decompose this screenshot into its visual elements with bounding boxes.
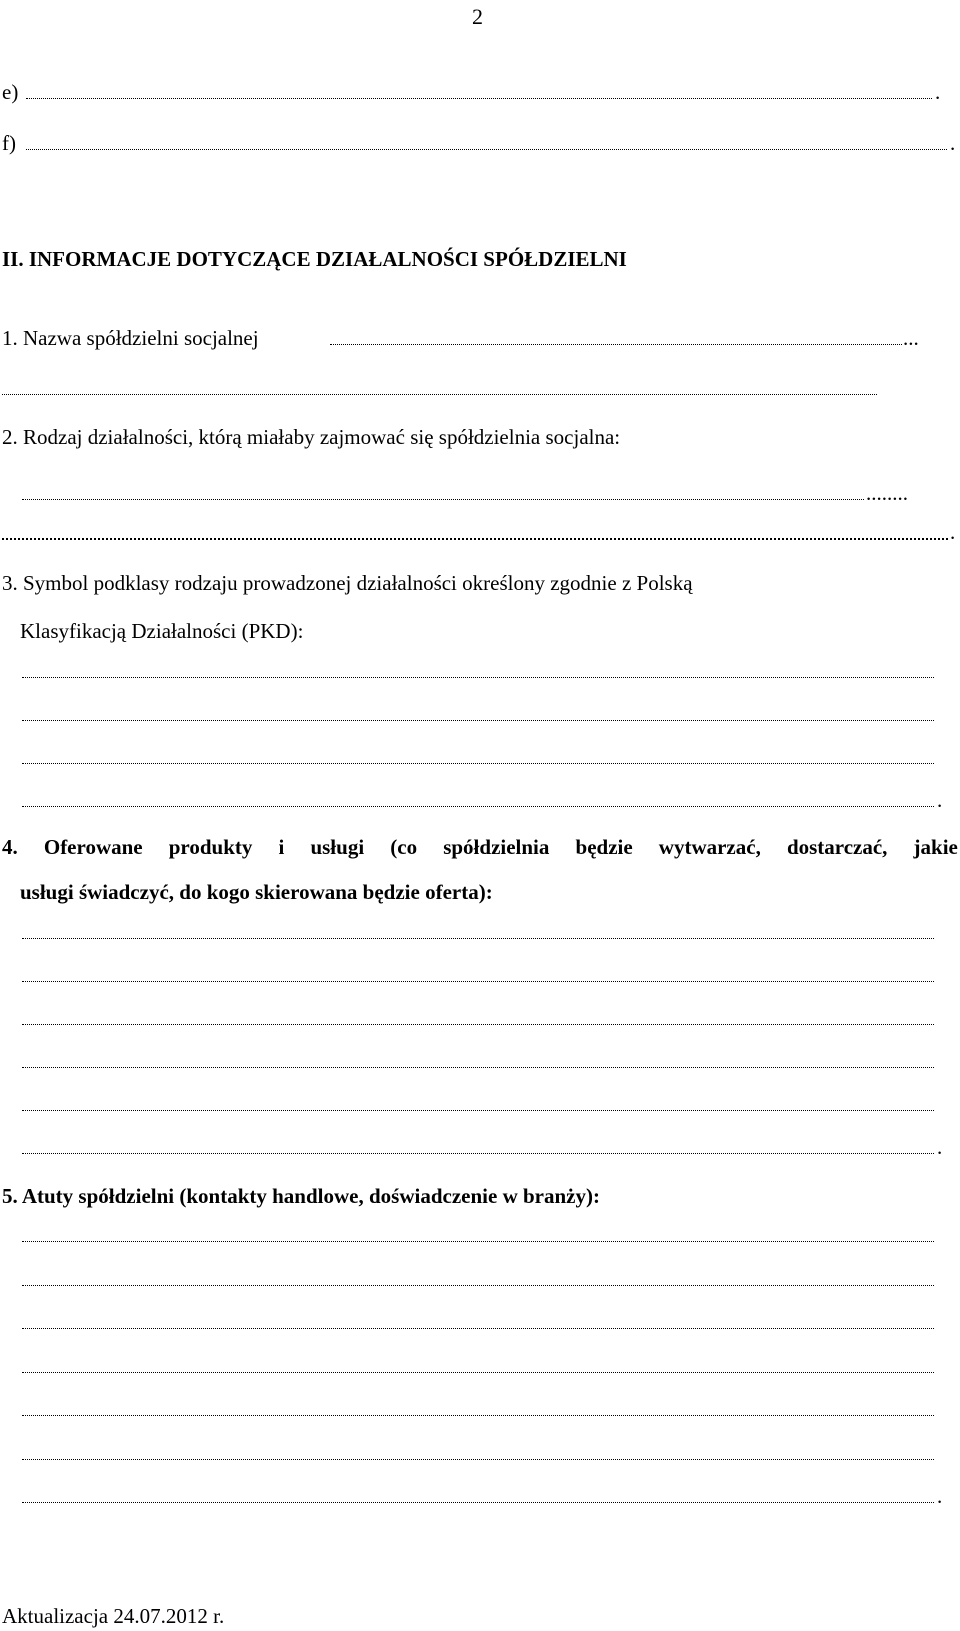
q5-fill-line[interactable] xyxy=(22,1285,934,1286)
q3-fill-line[interactable] xyxy=(22,677,934,678)
q4-end: . xyxy=(937,1135,943,1159)
q1-tail: ... xyxy=(903,326,919,350)
q3-fill-line[interactable] xyxy=(22,763,934,764)
page-number: 2 xyxy=(472,4,483,29)
q4-fill-line[interactable] xyxy=(22,1067,934,1068)
q5-label: 5. Atuty spółdzielni (kontakty handlowe, doświadczenie w branży): xyxy=(2,1184,600,1208)
item-e-end: . xyxy=(935,80,941,104)
q4-fill-line[interactable] xyxy=(22,1153,934,1154)
q3-end: . xyxy=(937,788,943,812)
q4-fill-line[interactable] xyxy=(22,938,934,939)
q4-line1 xyxy=(2,837,958,858)
q1-fill-line-2[interactable] xyxy=(2,394,877,395)
q4-fill-line[interactable] xyxy=(22,1110,934,1111)
q4-word: dostarczać, xyxy=(786,835,888,859)
q3-fill-line[interactable] xyxy=(22,720,934,721)
item-f-label: f) xyxy=(2,131,16,155)
q5-end: . xyxy=(937,1484,943,1508)
q5-fill-line[interactable] xyxy=(22,1241,934,1242)
q5-fill-line[interactable] xyxy=(22,1415,934,1416)
q4-line2: usługi świadczyć, do kogo skierowana będzie oferta): xyxy=(20,880,493,904)
q3-line1: 3. Symbol podklasy rodzaju prowadzonej działalności określony zgodnie z Polską xyxy=(2,571,693,595)
q4-word: (co xyxy=(390,835,418,859)
item-f-fill-line[interactable] xyxy=(26,149,947,150)
q1-fill-line[interactable] xyxy=(330,344,902,345)
q1-label: 1. Nazwa spółdzielni socjalnej xyxy=(2,326,259,350)
q2-tail: ........ xyxy=(866,481,908,505)
q4-word: i xyxy=(278,835,285,859)
item-e-label: e) xyxy=(2,80,19,104)
q4-fill-line[interactable] xyxy=(22,981,934,982)
item-f-end: . xyxy=(950,131,956,155)
q2-fill-line[interactable] xyxy=(22,499,864,500)
q4-word: jakie xyxy=(913,835,958,859)
q3-line2: Klasyfikacją Działalności (PKD): xyxy=(20,619,304,643)
q5-fill-line[interactable] xyxy=(22,1372,934,1373)
q2-label: 2. Rodzaj działalności, którą miałaby zajmować się spółdzielnia socjalna: xyxy=(2,425,621,449)
q5-fill-line[interactable] xyxy=(22,1502,934,1503)
q4-word: usługi xyxy=(310,835,365,859)
q4-word: będzie xyxy=(575,835,633,859)
q4-word: spółdzielnia xyxy=(443,835,550,859)
q2-fill-line-2[interactable] xyxy=(2,538,948,540)
q5-fill-line[interactable] xyxy=(22,1459,934,1460)
q4-word: Oferowane xyxy=(43,835,143,859)
q2-end: . xyxy=(950,520,956,544)
section-heading: II. INFORMACJE DOTYCZĄCE DZIAŁALNOŚCI SPÓŁDZIELNI xyxy=(2,247,627,271)
q4-fill-line[interactable] xyxy=(22,1024,934,1025)
footer-update-date: Aktualizacja 24.07.2012 r. xyxy=(2,1604,225,1628)
q3-fill-line[interactable] xyxy=(22,806,934,807)
q4-word: produkty xyxy=(168,835,253,859)
item-e-fill-line[interactable] xyxy=(26,98,932,99)
q4-word: wytwarzać, xyxy=(658,835,761,859)
q4-word: 4. xyxy=(2,835,18,859)
q5-fill-line[interactable] xyxy=(22,1328,934,1329)
